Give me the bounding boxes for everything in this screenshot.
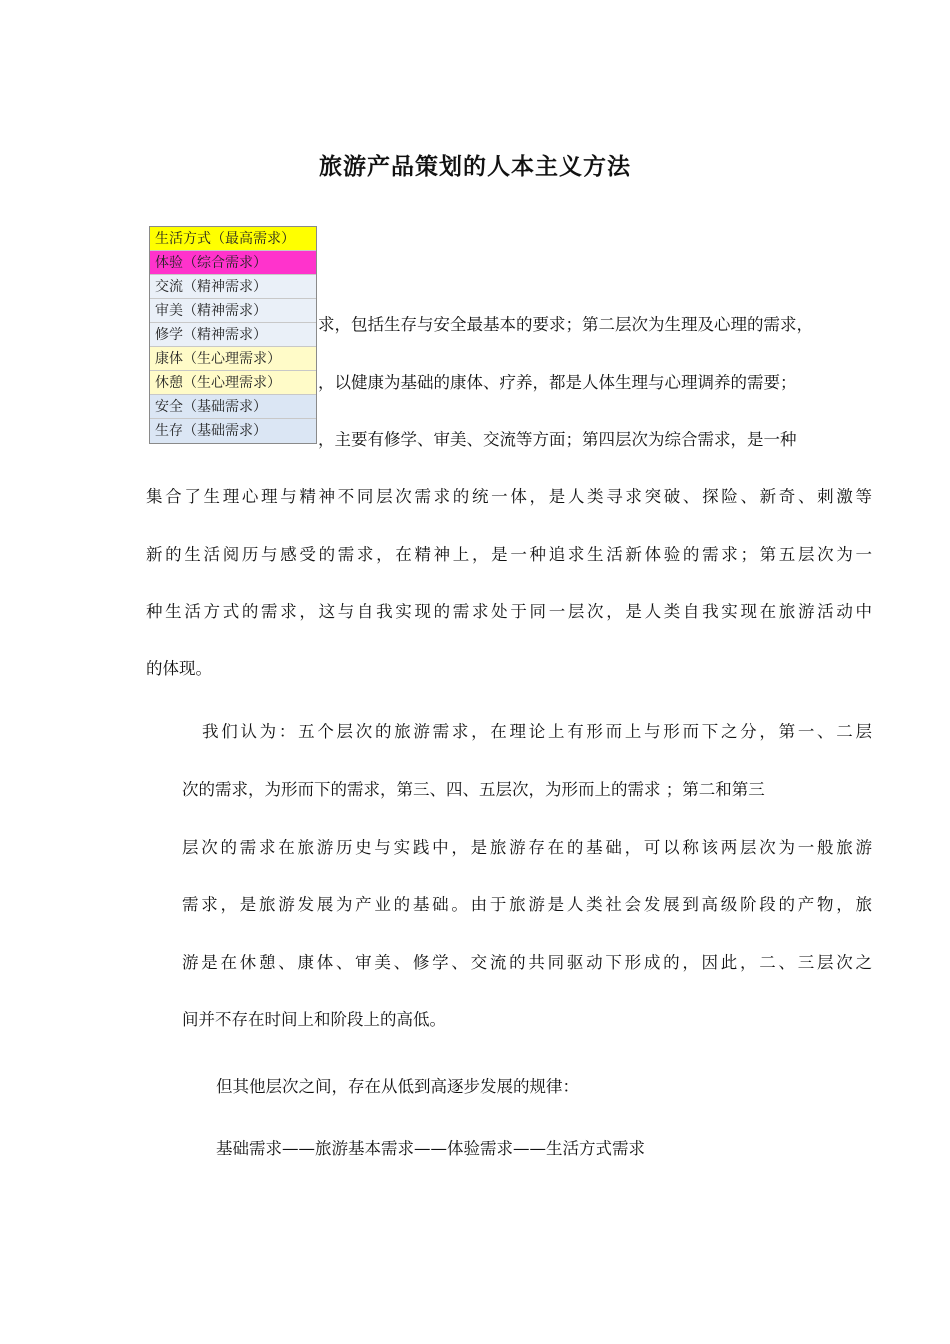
paragraph-1-line-1: 求，包括生存与安全最基本的要求；第二层次为生理及心理的需求， — [318, 315, 813, 334]
needs-pyramid-image — [149, 226, 317, 444]
pyramid-level-lifestyle: 生活方式（最高需求） — [150, 227, 316, 251]
paragraph-2-line-6: 间并不存在时间上和阶段上的高低。 — [182, 1010, 446, 1029]
paragraph-3: 但其他层次之间，存在从低到高逐步发展的规律： — [216, 1077, 579, 1096]
paragraph-1-line-2: ，以健康为基础的康体、疗养，都是人体生理与心理调养的需要； — [318, 373, 797, 392]
pyramid-level-study: 修学（精神需求） — [150, 323, 316, 347]
pyramid-level-survival: 生存（基础需求） — [150, 419, 316, 443]
paragraph-2-line-4: 需求，是旅游发展为产业的基础。由于旅游是人类社会发展到高级阶段的产物，旅 — [182, 895, 872, 914]
paragraph-2-line-1: 我们认为：五个层次的旅游需求，在理论上有形而上与形而下之分，第一、二层 — [202, 722, 872, 741]
paragraph-2-line-5: 游是在休憩、康体、审美、修学、交流的共同驱动下形成的，因此，二、三层次之 — [182, 953, 872, 972]
page-title: 旅游产品策划的人本主义方法 — [319, 154, 631, 180]
paragraph-1-line-5: 新的生活阅历与感受的需求，在精神上，是一种追求生活新体验的需求；第五层次为一 — [146, 545, 872, 564]
pyramid-level-leisure: 休憩（生心理需求） — [150, 371, 316, 395]
paragraph-1-line-3: ，主要有修学、审美、交流等方面；第四层次为综合需求，是一种 — [318, 430, 797, 449]
paragraph-1-line-4: 集合了生理心理与精神不同层次需求的统一体，是人类寻求突破、探险、新奇、刺激等 — [146, 487, 872, 506]
pyramid-level-communication: 交流（精神需求） — [150, 275, 316, 299]
paragraph-2-line-2: 次的需求，为形而下的需求，第三、四、五层次，为形而上的需求 ；第二和第三 — [182, 780, 765, 799]
pyramid-level-safety: 安全（基础需求） — [150, 395, 316, 419]
paragraph-2-line-3: 层次的需求在旅游历史与实践中，是旅游存在的基础，可以称该两层次为一般旅游 — [182, 838, 872, 857]
pyramid-level-experience: 体验（综合需求） — [150, 251, 316, 275]
pyramid-level-fitness: 康体（生心理需求） — [150, 347, 316, 371]
paragraph-1-line-6: 种生活方式的需求，这与自我实现的需求处于同一层次，是人类自我实现在旅游活动中 — [146, 602, 872, 621]
paragraph-4: 基础需求——旅游基本需求——体验需求——生活方式需求 — [216, 1139, 645, 1158]
pyramid-level-aesthetics: 审美（精神需求） — [150, 299, 316, 323]
paragraph-1-line-7: 的体现。 — [146, 659, 212, 678]
